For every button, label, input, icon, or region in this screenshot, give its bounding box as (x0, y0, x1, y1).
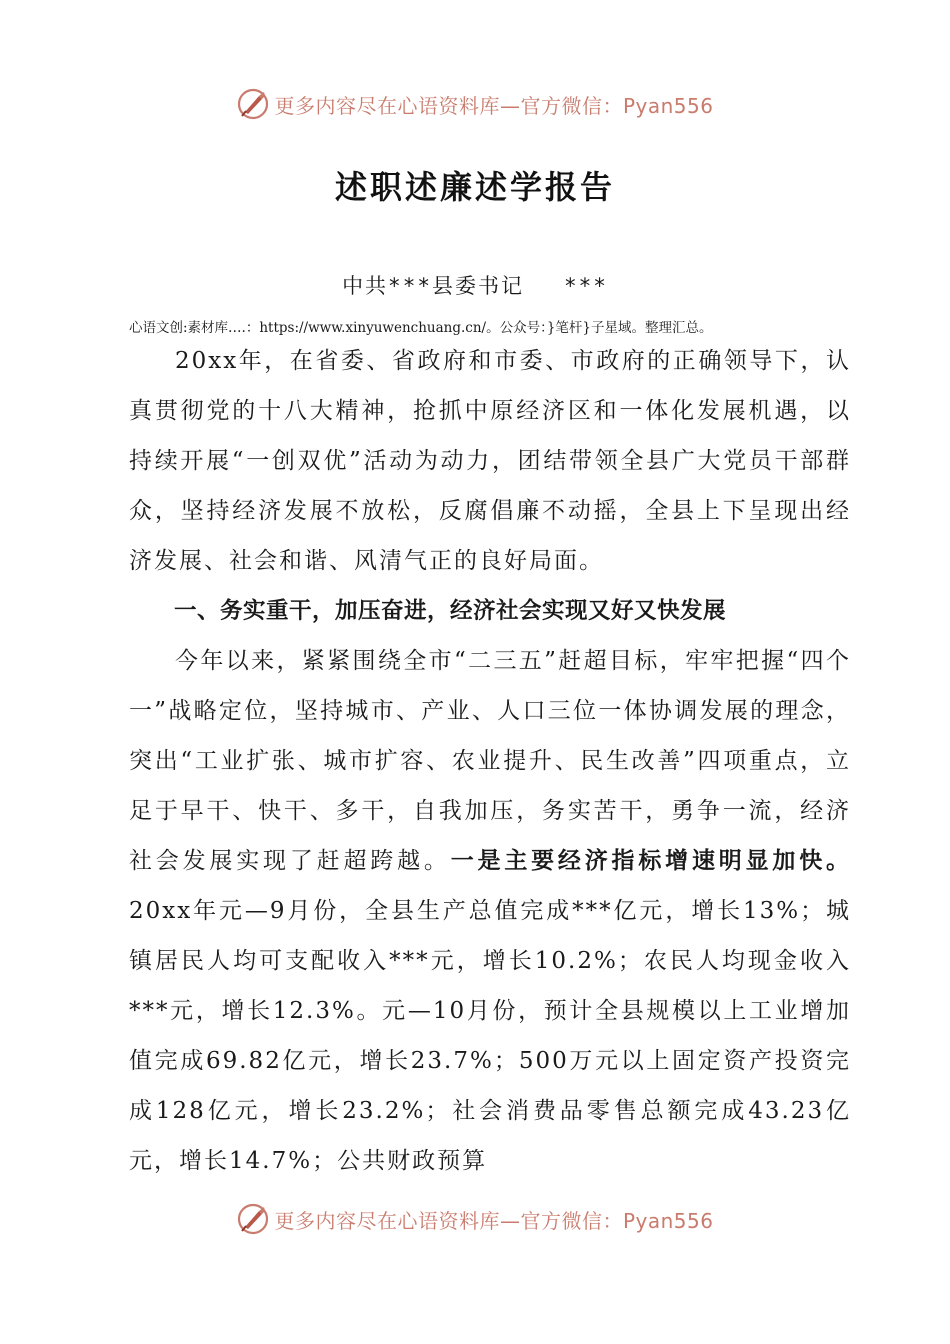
author-line (0, 270, 950, 300)
document-body (129, 336, 851, 1186)
section-paragraph (129, 636, 851, 1186)
footer-banner (0, 1199, 950, 1239)
document-title: 述职述廉述学报告 (334, 168, 615, 206)
paragraph-text: 今年以来，紧紧围绕全市“二三五”赶超目标，牢牢把握“四个一”战略定位，坚持城市、产业、人口三位一体协调发展的理念，突出“工业扩张、城市扩容、农业提升、民生改善”四项重点，立足于早干、快干、多干，自我加压，务实苦干，勇争一流，经济社会发展实现了赶超跨越。 (129, 648, 851, 874)
paragraph-emphasis: 一是主要经济指标增速明显加快。 (450, 847, 852, 874)
intro-paragraph: 20xx年，在省委、省政府和市委、市政府的正确领导下，认真贯彻党的十八大精神，抢抓中原经济区和一体化发展机遇，以持续开展“一创双优”活动为动力，团结带领全县广大党员干部群众，坚持经济发展不放松，反腐倡廉不动摇，全县上下呈现出经济发展、社会和谐、风清气正的良好局面。 (129, 348, 851, 574)
quill-pen-logo-icon (236, 87, 270, 121)
quill-pen-logo-icon (236, 1202, 270, 1236)
author-position: 中共***县委书记 (342, 274, 524, 298)
source-note: 心语文创:素材库….：https://www.xinyuwenchuang.cn/。公众号：}笔杆}子星域。整理汇总。 (129, 320, 713, 336)
header-banner (0, 84, 950, 124)
paragraph-text: 20xx年元—9月份，全县生产总值完成***亿元，增长13%；城镇居民人均可支配收入***元，增长10.2%；农民人均现金收入***元，增长12.3%。元—10月份，预计全县规模以上工业增加值完成69.82亿元，增长23.7%；500万元以上固定资产投资完成128亿元，增长23.2%；社会消费品零售总额完成43.23亿元，增长14.7%；公共财政预算 (129, 898, 851, 1174)
header-banner-text: 更多内容尽在心语资料库—官方微信：Pyan556 (274, 93, 714, 118)
author-name: *** (564, 274, 608, 298)
footer-banner-text: 更多内容尽在心语资料库—官方微信：Pyan556 (274, 1208, 714, 1233)
section-heading: 一、务实重干，加压奋进，经济社会实现又好又快发展 (174, 598, 727, 624)
